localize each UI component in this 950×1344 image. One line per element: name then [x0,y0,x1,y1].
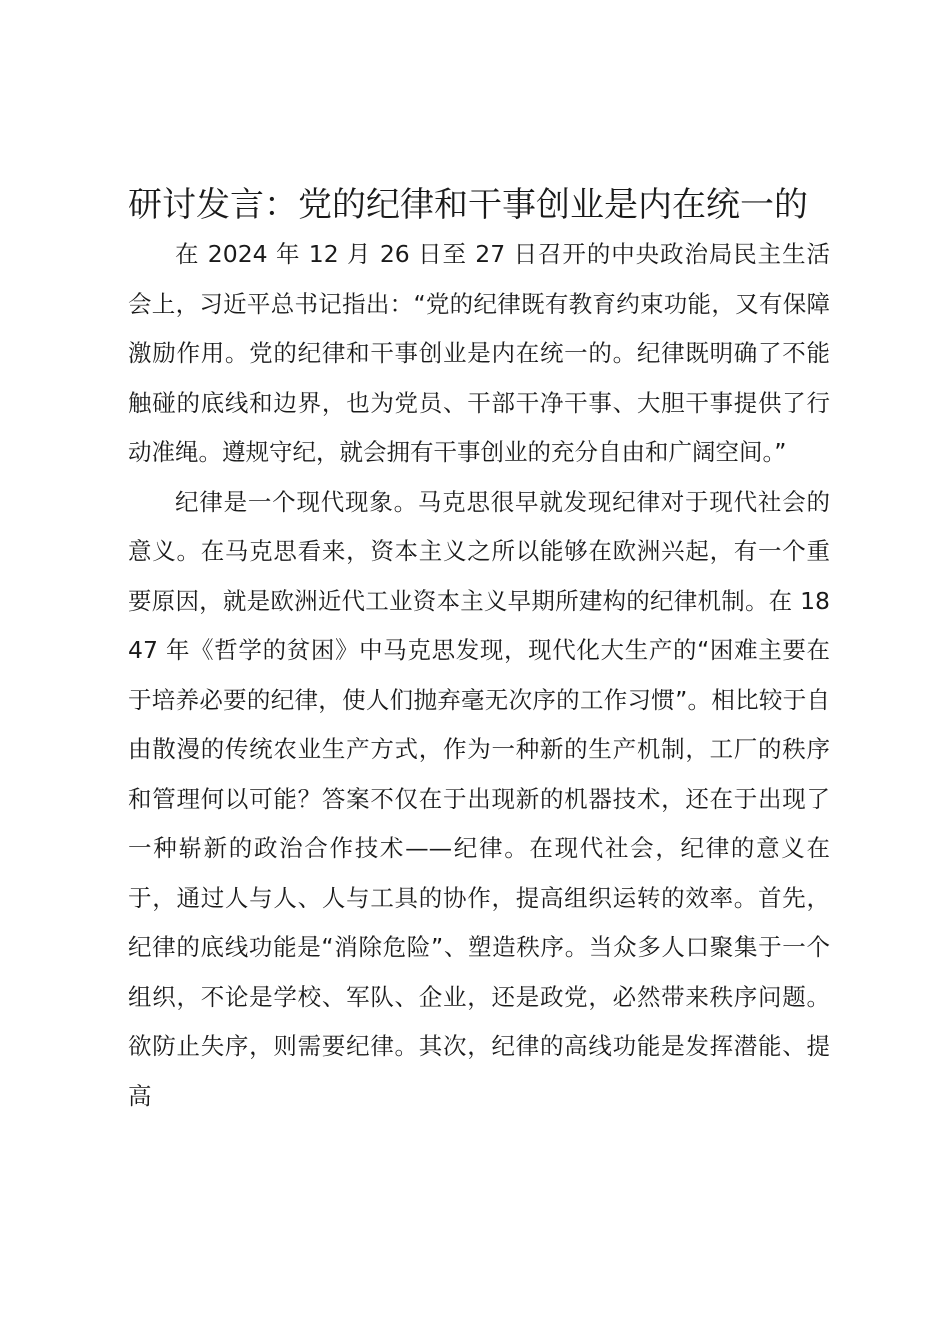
paragraph-2: 纪律是一个现代现象。马克思很早就发现纪律对于现代社会的意义。在马克思看来，资本主义之所以能够在欧洲兴起，有一个重要原因，就是欧洲近代工业资本主义早期所建构的纪律机制。在 1847 年《哲学的贫困》中马克思发现，现代化大生产的“困难主要在于培养必要的纪律，使人们抛弃毫无次序的工作习惯”。相比较于自由散漫的传统农业生产方式，作为一种新的生产机制，工厂的秩序和管理何以可能？答案不仅在于出现新的机器技术，还在于出现了一种崭新的政治合作技术——纪律。在现代社会，纪律的意义在于，通过人与人、人与工具的协作，提高组织运转的效率。首先，纪律的底线功能是“消除危险”、塑造秩序。当众多人口聚集于一个组织，不论是学校、军队、企业，还是政党，必然带来秩序问题。欲防止失序，则需要纪律。其次，纪律的高线功能是发挥潜能、提高 [128,487,830,1110]
paragraph-1: 在 2024 年 12 月 26 日至 27 日召开的中央政治局民主生活会上，习近平总书记指出：“党的纪律既有教育约束功能，又有保障激励作用。党的纪律和干事创业是内在统一的。纪律既明确了不能触碰的底线和边界，也为党员、干部干净干事、大胆干事提供了行动准绳。遵规守纪，就会拥有干事创业的充分自由和广阔空间。” [128,240,830,466]
document-body [128,230,830,1121]
document-title: 研讨发言：党的纪律和干事创业是内在统一的 [128,185,808,225]
